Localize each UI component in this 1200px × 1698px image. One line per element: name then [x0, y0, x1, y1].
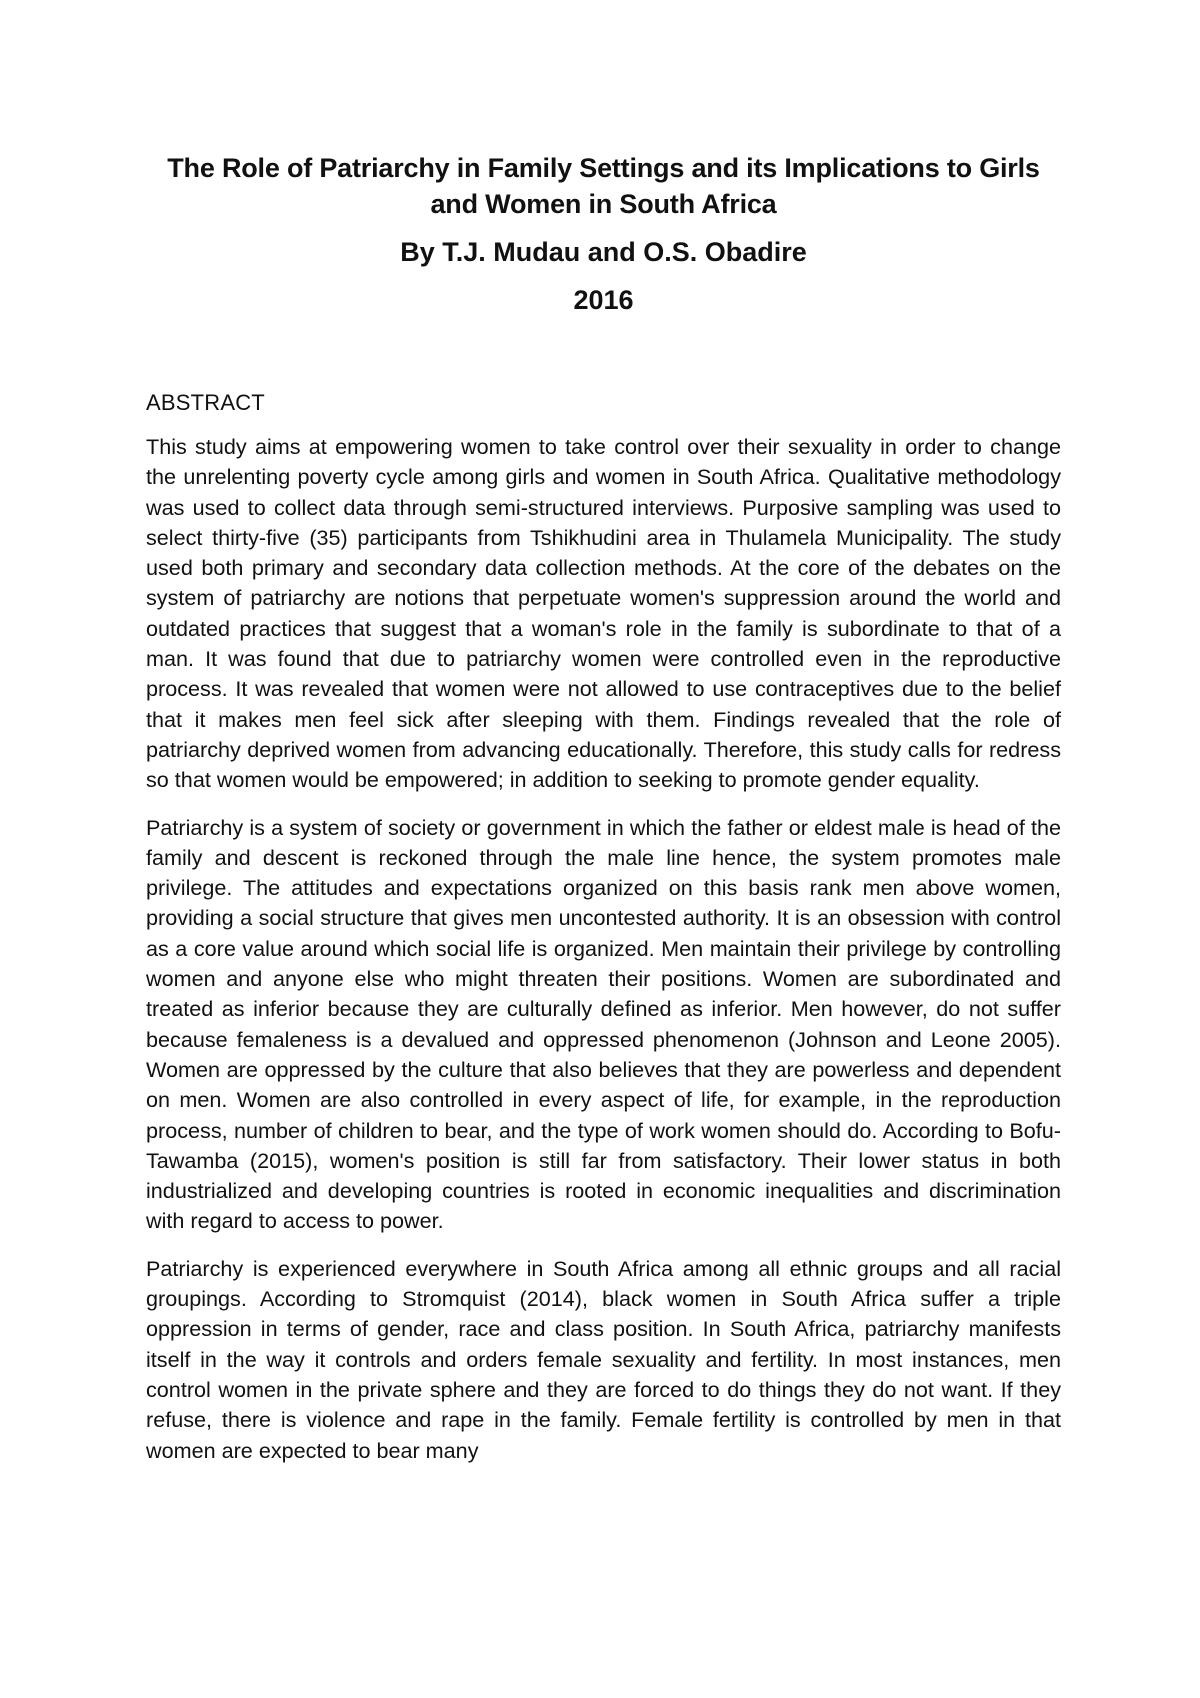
abstract-heading: ABSTRACT	[146, 390, 265, 415]
document-title: The Role of Patriarchy in Family Settings and its Implications to Girls and Women in South Africa	[167, 153, 1040, 219]
abstract-paragraph: This study aims at empowering women to take control over their sexuality in order to change the unrelenting poverty cycle among girls and women in South Africa. Qualitative methodology was used to collect data through semi-structured interviews. Purposive sampling was used to select thirty-five (35) participants from Tshikhudini area in Thulamela Municipality. The study used both primary and secondary data collection methods. At the core of the debates on the system of patriarchy are notions that perpetuate women's suppression around the world and outdated practices that suggest that a woman's role in the family is subordinate to that of a man. It was found that due to patriarchy women were controlled even in the reproductive process. It was revealed that women were not allowed to use contraceptives due to the belief that it makes men feel sick after sleeping with them. Findings revealed that the role of patriarchy deprived women from advancing educationally. Therefore, this study calls for redress so that women would be empowered; in addition to seeking to promote gender equality.	[146, 434, 1061, 793]
publication-year: 2016	[573, 285, 634, 315]
author-byline: By T.J. Mudau and O.S. Obadire	[400, 237, 807, 267]
body-paragraph: Patriarchy is experienced everywhere in South Africa among all ethnic groups and all racial groupings. According to Stromquist (2014), black women in South Africa suffer a triple oppression in terms of gender, race and class position. In South Africa, patriarchy manifests itself in the way it controls and orders female sexuality and fertility. In most instances, men control women in the private sphere and they are forced to do things they do not want. If they refuse, there is violence and rape in the family. Female fertility is controlled by men in that women are expected to bear many	[146, 1255, 1061, 1463]
document-page	[146, 0, 1061, 1466]
body-paragraph: Patriarchy is a system of society or government in which the father or eldest male is head of the family and descent is reckoned through the male line hence, the system promotes male privilege. The attitudes and expectations organized on this basis rank men above women, providing a social structure that gives men uncontested authority. It is an obsession with control as a core value around which social life is organized. Men maintain their privilege by controlling women and anyone else who might threaten their positions. Women are subordinated and treated as inferior because they are culturally defined as inferior. Men however, do not suffer because femaleness is a devalued and oppressed phenomenon (Johnson and Leone 2005). Women are oppressed by the culture that also believes that they are powerless and dependent on men. Women are also controlled in every aspect of life, for example, in the reproduction process, number of children to bear, and the type of work women should do. According to Bofu-Tawamba (2015), women's position is still far from satisfactory. Their lower status in both industrialized and developing countries is rooted in economic inequalities and discrimination with regard to access to power.	[146, 814, 1061, 1234]
